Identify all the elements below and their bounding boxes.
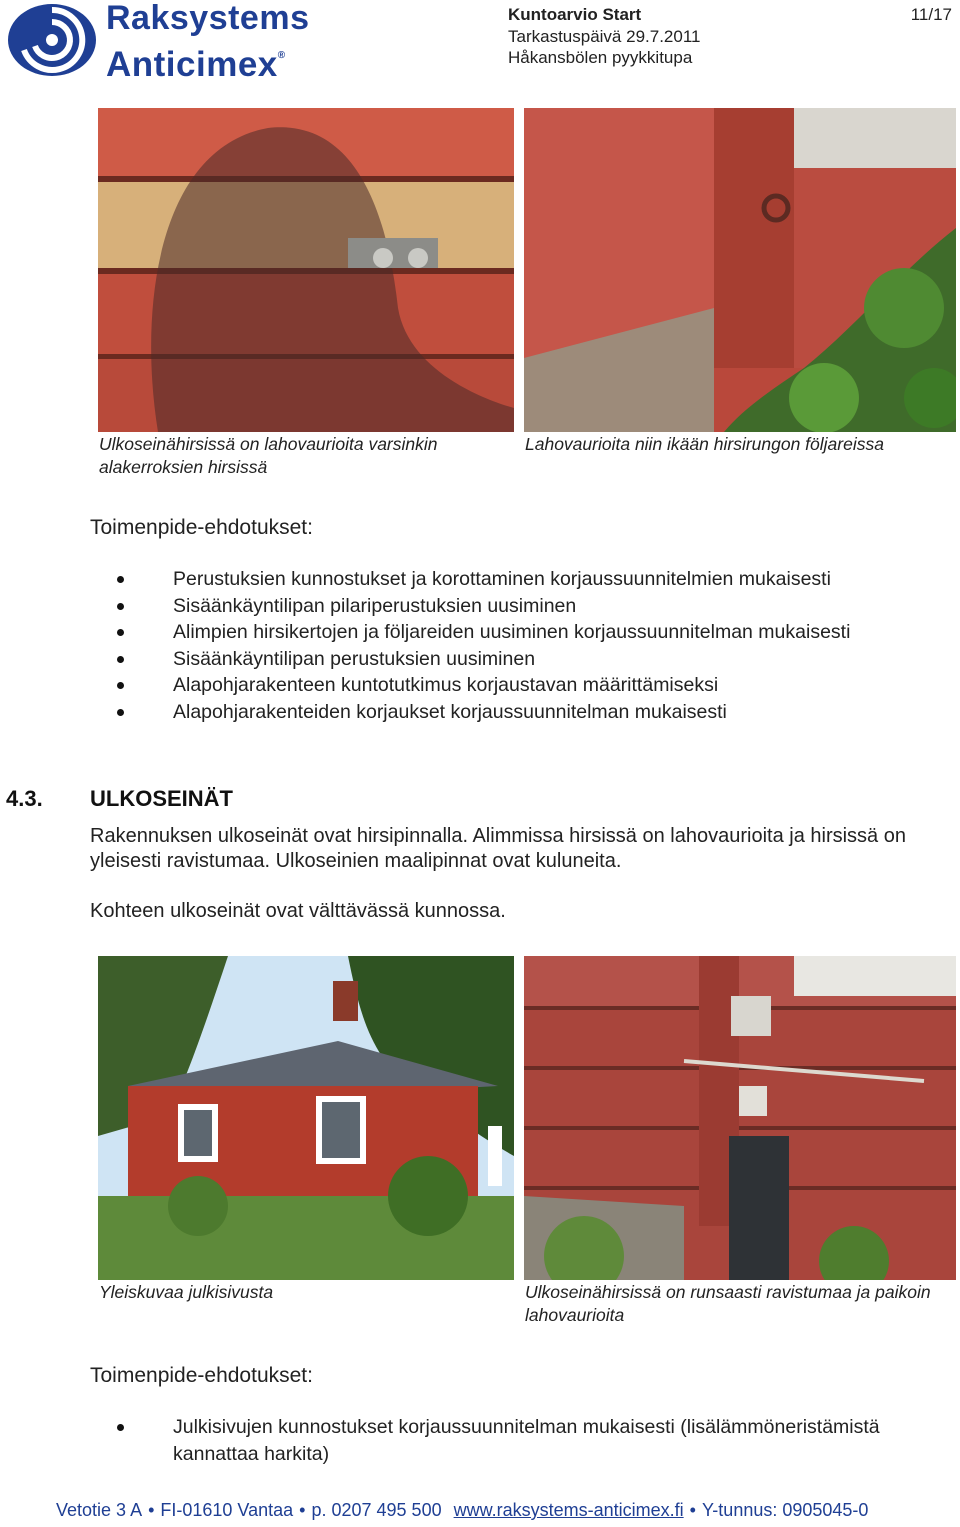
section-title: ULKOSEINÄT [90,786,233,811]
list-item: Alapohjarakenteiden korjaukset korjaussuunnitelman mukaisesti [90,699,956,726]
footer-postal: FI-01610 Vantaa [160,1500,294,1520]
list-item: Sisäänkäyntilipan perustuksien uusiminen [90,646,956,673]
list-item: Sisäänkäyntilipan pilariperustuksien uusiminen [90,593,956,620]
inspection-date: Tarkastuspäivä 29.7.2011 [508,27,701,46]
footer-address: Vetotie 3 A [56,1500,143,1520]
section-summary: Kohteen ulkoseinät ovat välttävässä kunnossa. [90,900,506,922]
actions-list [90,566,956,725]
logo-line2: Anticimex® [106,45,286,84]
footer: Vetotie 3 A • FI-01610 Vantaa • p. 0207 495 500 www.raksystems-anticimex.fi • Y-tunnus: 0905045-0 [56,1500,869,1520]
page-number: 11/17 [910,5,952,24]
section-number: 4.3. [6,786,43,811]
list-item: Alapohjarakenteen kuntotutkimus korjaustavan määrittämiseksi [90,672,956,699]
footer-website-link[interactable]: www.raksystems-anticimex.fi [453,1500,684,1520]
actions-heading: Toimenpide-ehdotukset: [90,516,313,539]
property-name: Håkansbölen pyykkitupa [508,48,693,67]
photo-caption-right-bottom: Ulkoseinähirsissä on runsaasti ravistumaa ja paikoin lahovaurioita [525,1282,931,1325]
document-title: Kuntoarvio Start [508,5,642,24]
photo-rotten-post [524,108,956,432]
footer-phone: p. 0207 495 500 [311,1500,442,1520]
photo-caption-left-bottom: Yleiskuvaa julkisivusta [99,1282,274,1302]
company-logo [106,0,309,83]
photo-caption-right-top: Lahovaurioita niin ikään hirsirungon följareissa [525,434,884,454]
footer-business-id: Y-tunnus: 0905045-0 [701,1500,869,1520]
list-item: Perustuksien kunnostukset ja korottaminen korjaussuunnitelmien mukaisesti [90,566,956,593]
actions-list-2 [90,1414,956,1467]
logo-line1: Raksystems [106,0,310,37]
photo-cracked-logs [524,956,956,1280]
photo-building-facade [98,956,514,1280]
actions-heading-2: Toimenpide-ehdotukset: [90,1364,313,1387]
section-paragraph: Rakennuksen ulkoseinät ovat hirsipinnalla. Alimmissa hirsissä on lahovaurioita ja hirsissä on yleisesti ravistumaa. Ulkoseinien maalipinnat ovat kuluneita. [90,825,906,872]
logo-spiral-icon [6,2,98,78]
list-item: Julkisivujen kunnostukset korjaussuunnitelman mukaisesti (lisälämmöneristämistä kannattaa harkita) [90,1414,956,1467]
photo-rotten-log-wall [98,108,514,432]
photo-caption-left-top: Ulkoseinähirsissä on lahovaurioita varsinkin alakerroksien hirsissä [99,434,438,477]
list-item: Alimpien hirsikertojen ja följareiden uusiminen korjaussuunnitelman mukaisesti [90,619,956,646]
